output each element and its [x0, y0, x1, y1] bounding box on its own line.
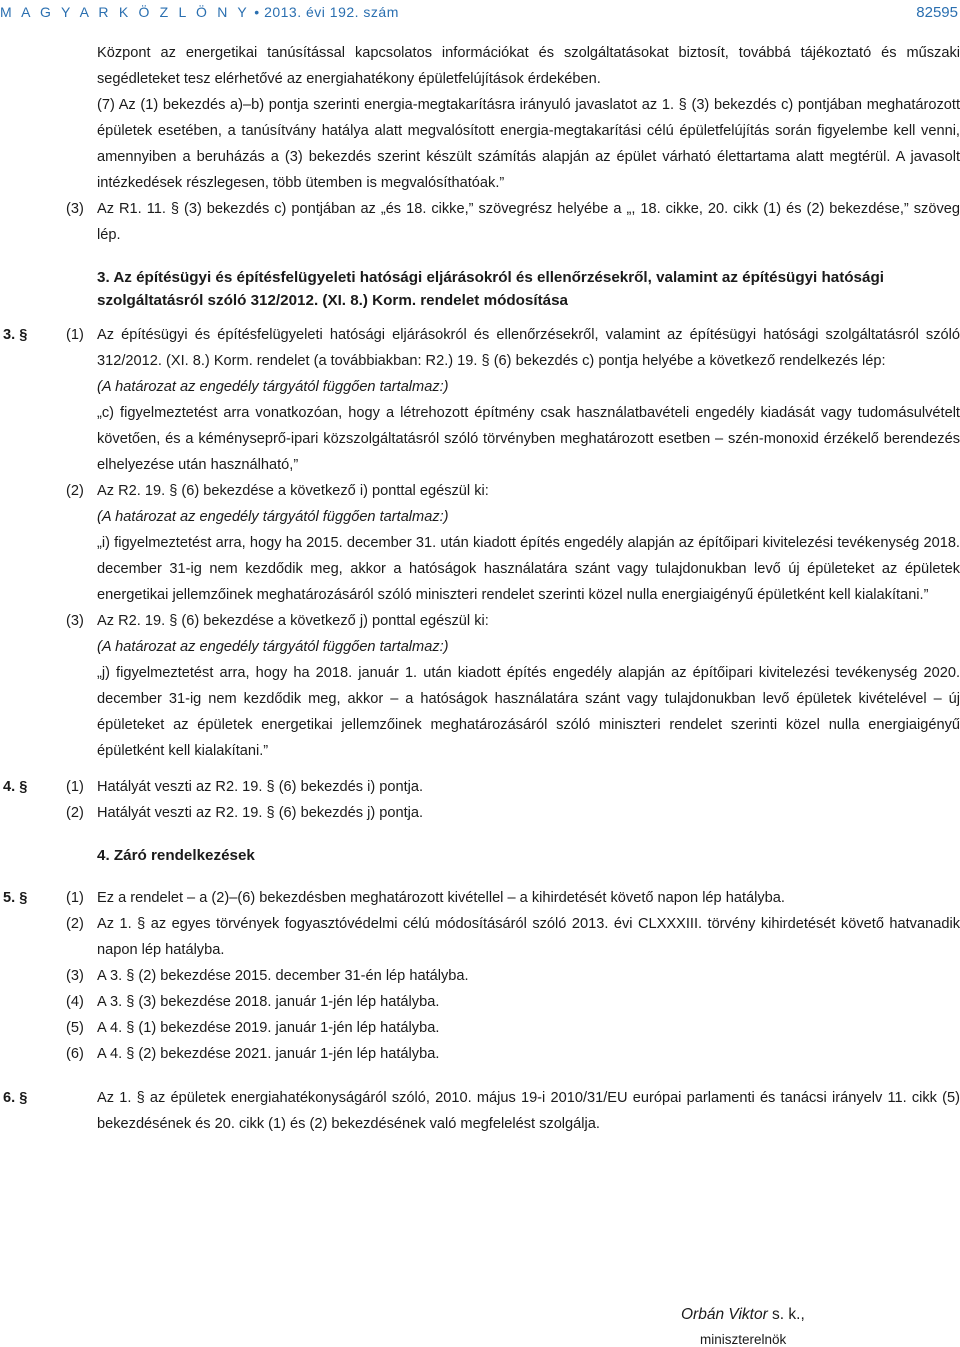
s3-p1-context: (A határozat az engedély tárgyától függően tartalmaz:) — [97, 379, 449, 395]
paragraph-label: (3) — [66, 613, 84, 629]
s5-paragraph — [0, 911, 960, 963]
paragraph-label: (3) — [66, 201, 84, 217]
paragraph-text: Az R2. 19. § (6) bekezdése a következő i) ponttal egészül ki: — [97, 483, 489, 499]
paragraph-label: (6) — [66, 1046, 84, 1062]
journal-masthead — [0, 4, 399, 20]
paragraph-label: (4) — [66, 994, 84, 1010]
section-number: 4. § — [3, 779, 28, 795]
section-number: 3. § — [3, 327, 28, 343]
bullet: • — [254, 4, 260, 20]
paragraph-text: A 3. § (2) bekezdése 2015. december 31-én lép hatályba. — [97, 968, 469, 984]
paragraph-label: (2) — [66, 916, 84, 932]
section-number: 6. § — [3, 1090, 28, 1106]
paragraph-label: (1) — [66, 327, 84, 343]
paragraph-text: Hatályát veszti az R2. 19. § (6) bekezdés i) pontja. — [97, 779, 424, 795]
paragraph-text: Az R2. 19. § (6) bekezdése a következő j) ponttal egészül ki: — [97, 613, 489, 629]
paragraph-text: Az építésügyi és építésfelügyeleti hatósági eljárásokról és ellenőrzésekről, valamint az építésügyi hatósági szolgáltatásról szóló 312/2012. (XI. 8.) Korm. rendelet (a továbbiakban: R2.) 19. § (6) bekezdés c) pontja helyébe a következő rendelkezés lép: — [97, 327, 960, 369]
s5-paragraph — [0, 885, 960, 911]
signatory-suffix: s. k., — [767, 1306, 805, 1323]
s3-paragraph-2 — [0, 478, 960, 504]
s3-paragraph-1 — [0, 322, 960, 374]
paragraph-label: (2) — [66, 483, 84, 499]
s5-paragraph — [0, 1015, 960, 1041]
paragraph-text: Az 1. § az épületek energiahatékonyságáról szóló, 2010. május 19-i 2010/31/EU európai parlamenti és tanácsi irányelv 11. cikk (5) bekezdésének és 20. cikk (1) és (2) bekezdésének való megfelelést szolgálja. — [97, 1090, 960, 1132]
paragraph-label: (3) — [66, 968, 84, 984]
section-6 — [0, 1085, 960, 1137]
s3-p3-context: (A határozat az engedély tárgyától függően tartalmaz:) — [97, 639, 449, 655]
s4-paragraph-2 — [0, 800, 960, 826]
page-header — [0, 4, 960, 26]
section-4-title: 4. Záró rendelkezések — [97, 847, 255, 864]
s5-paragraph — [0, 1041, 960, 1067]
signatory-name: Orbán Viktor — [681, 1306, 768, 1323]
s5-paragraph — [0, 963, 960, 989]
paragraph-label: (1) — [66, 890, 84, 906]
s5-paragraph — [0, 989, 960, 1015]
paragraph-label: (2) — [66, 805, 84, 821]
section-number: 5. § — [3, 890, 28, 906]
s3-p3-quote: „j) figyelmeztetést arra, hogy ha 2018. január 1. után kiadott építés engedély alapján az építőipari kivitelezési tevékenység 2020. december 31-ig nem kezdődik meg, akkor – a hatóságok használatára szánt vagy tulajdonukban levő épületek kivételével – új épületeket az épületek energetikai jellemzőinek meghatározásáról szóló miniszteri rendelet szerinti közel nulla energiaigényű épületként kell kialakítani.” — [97, 665, 960, 759]
signatory — [681, 1306, 805, 1324]
paragraph-text: A 4. § (1) bekezdése 2019. január 1-jén lép hatályba. — [97, 1020, 440, 1036]
section-5 — [0, 885, 960, 1067]
issue-label: 2013. évi 192. szám — [264, 4, 399, 20]
paragraph-label: (1) — [66, 779, 84, 795]
s3-p1-quote: „c) figyelmeztetést arra vonatkozóan, hogy a létrehozott építmény csak használatbavételi engedély kiadását vagy tudomásulvételt követően, és a kéményseprő-ipari közszolgáltatásról szóló törvényben meghatározott esetben – szén-monoxid érzékelő berendezés elhelyezése után használható,” — [97, 405, 960, 473]
page-number: 82595 — [916, 4, 958, 21]
paragraph-text: Ez a rendelet – a (2)–(6) bekezdésben meghatározott kivétellel – a kihirdetését követő napon lép hatályba. — [97, 890, 785, 906]
paragraph-3 — [0, 196, 960, 248]
document-body — [0, 40, 960, 1137]
paragraph-text: Az R1. 11. § (3) bekezdés c) pontjában az „és 18. cikke,” szövegrész helyébe a „, 18. cikke, 20. cikk (1) és (2) bekezdése,” szöveg lép. — [97, 201, 960, 243]
signatory-role: miniszterelnök — [700, 1332, 787, 1347]
s3-p2-context: (A határozat az engedély tárgyától függően tartalmaz:) — [97, 509, 449, 525]
s3-p2-quote: „i) figyelmeztetést arra, hogy ha 2015. december 31. után kiadott építés engedély alapján az építőipari kivitelezési tevékenység 2018. december 31-ig nem kezdődik meg, akkor a hatóságok használatára szánt vagy tulajdonukban levő új épületeket az épületek energetikai jellemzőinek meghatározásáról szóló miniszteri rendelet szerinti közel nulla energiaigényű épületként kell kialakítani.” — [97, 535, 960, 603]
paragraph-text: A 3. § (3) bekezdése 2018. január 1-jén lép hatályba. — [97, 994, 440, 1010]
paragraph-text: A 4. § (2) bekezdése 2021. január 1-jén lép hatályba. — [97, 1046, 440, 1062]
paragraph-text: Az 1. § az egyes törvények fogyasztóvédelmi célú módosításáról szóló 2013. évi CLXXXIII. törvény kihirdetését követő hatvanadik napon lép hatályba. — [97, 916, 960, 958]
paragraph-label: (5) — [66, 1020, 84, 1036]
paragraph-text: Hatályát veszti az R2. 19. § (6) bekezdés j) pontja. — [97, 805, 424, 821]
s3-paragraph-3 — [0, 608, 960, 634]
intro-paragraph-7: (7) Az (1) bekezdés a)–b) pontja szerinti energia-megtakarításra irányuló javaslatot az 1. § (3) bekezdés c) pontjában meghatározott épületek esetében, a tanúsítvány hatálya alatt megvalósított energia-megtakarítási célú épületfelújítás során figyelembe kell venni, amennyiben a beruházás a (3) bekezdés szerint készült számítás alapján az épület várható élettartama alatt megtérül. A javasolt intézkedések részlegesen, több ütemben is megvalósíthatóak.” — [97, 97, 960, 191]
section-3-title: 3. Az építésügyi és építésfelügyeleti hatósági eljárásokról és ellenőrzésekről, valamint az építésügyi hatósági szolgáltatásról szóló 312/2012. (XI. 8.) Korm. rendelet módosítása — [97, 269, 884, 309]
journal-title: M A G Y A R K Ö Z L Ö N Y — [0, 4, 250, 20]
intro-continuation: Központ az energetikai tanúsítással kapcsolatos információkat és szolgáltatásokat biztosít, továbbá tájékoztató és műszaki segédleteket tesz elérhetővé az energiahatékony épületfelújítások érdekében. — [97, 45, 960, 87]
s4-paragraph-1 — [0, 774, 960, 800]
